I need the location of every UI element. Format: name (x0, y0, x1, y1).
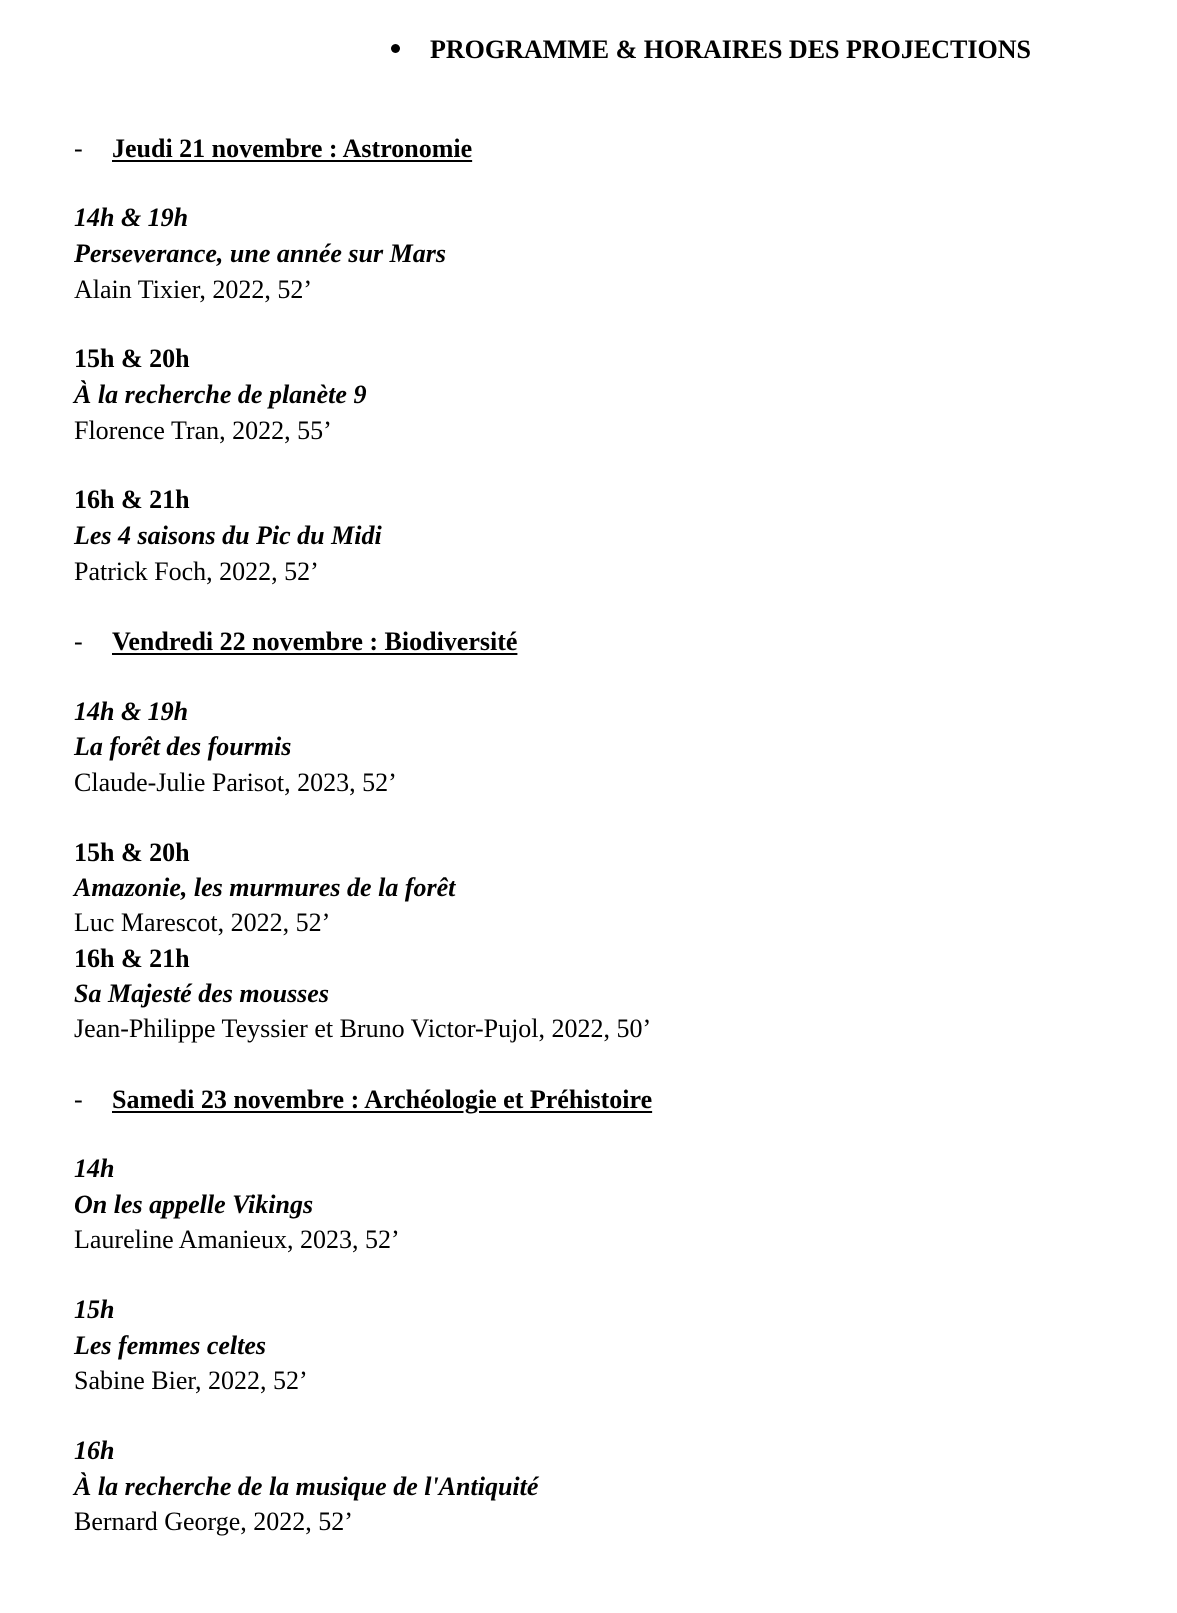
film-credit: Jean-Philippe Teyssier et Bruno Victor-Pujol, 2022, 50’ (74, 1014, 652, 1043)
film-title: On les appelle Vikings (74, 1190, 314, 1219)
film-credit: Laureline Amanieux, 2023, 52’ (74, 1225, 400, 1254)
film-credit: Sabine Bier, 2022, 52’ (74, 1366, 308, 1395)
film-title: Les 4 saisons du Pic du Midi (74, 521, 382, 550)
day-heading-vendredi: Vendredi 22 novembre : Biodiversité (112, 627, 518, 656)
day-dash: - (74, 1085, 83, 1114)
day-heading-samedi: Samedi 23 novembre : Archéologie et Préhistoire (112, 1085, 653, 1114)
screening-time: 16h & 21h (74, 944, 190, 973)
screening-time: 16h (74, 1436, 115, 1465)
day-dash: - (74, 134, 83, 163)
film-credit: Alain Tixier, 2022, 52’ (74, 275, 313, 304)
screening-time: 14h (74, 1154, 115, 1183)
screening-time: 14h & 19h (74, 203, 189, 232)
screening-time: 15h (74, 1295, 115, 1324)
screening-time: 15h & 20h (74, 344, 190, 373)
film-title: À la recherche de planète 9 (74, 380, 367, 409)
film-title: Les femmes celtes (74, 1331, 267, 1360)
film-credit: Florence Tran, 2022, 55’ (74, 416, 332, 445)
film-credit: Patrick Foch, 2022, 52’ (74, 557, 319, 586)
film-credit: Claude-Julie Parisot, 2023, 52’ (74, 768, 397, 797)
title-bullet-icon (391, 44, 400, 53)
page-title: PROGRAMME & HORAIRES DES PROJECTIONS (430, 35, 1031, 64)
film-credit: Bernard George, 2022, 52’ (74, 1507, 353, 1536)
film-title: Perseverance, une année sur Mars (74, 239, 446, 268)
film-title: La forêt des fourmis (74, 732, 292, 761)
film-credit: Luc Marescot, 2022, 52’ (74, 908, 331, 937)
screening-time: 14h & 19h (74, 697, 189, 726)
film-title: À la recherche de la musique de l'Antiquité (74, 1472, 539, 1501)
film-title: Sa Majesté des mousses (74, 979, 329, 1008)
screening-time: 16h & 21h (74, 485, 190, 514)
film-title: Amazonie, les murmures de la forêt (74, 873, 456, 902)
day-dash: - (74, 627, 83, 656)
day-heading-jeudi: Jeudi 21 novembre : Astronomie (112, 134, 473, 163)
screening-time: 15h & 20h (74, 838, 190, 867)
